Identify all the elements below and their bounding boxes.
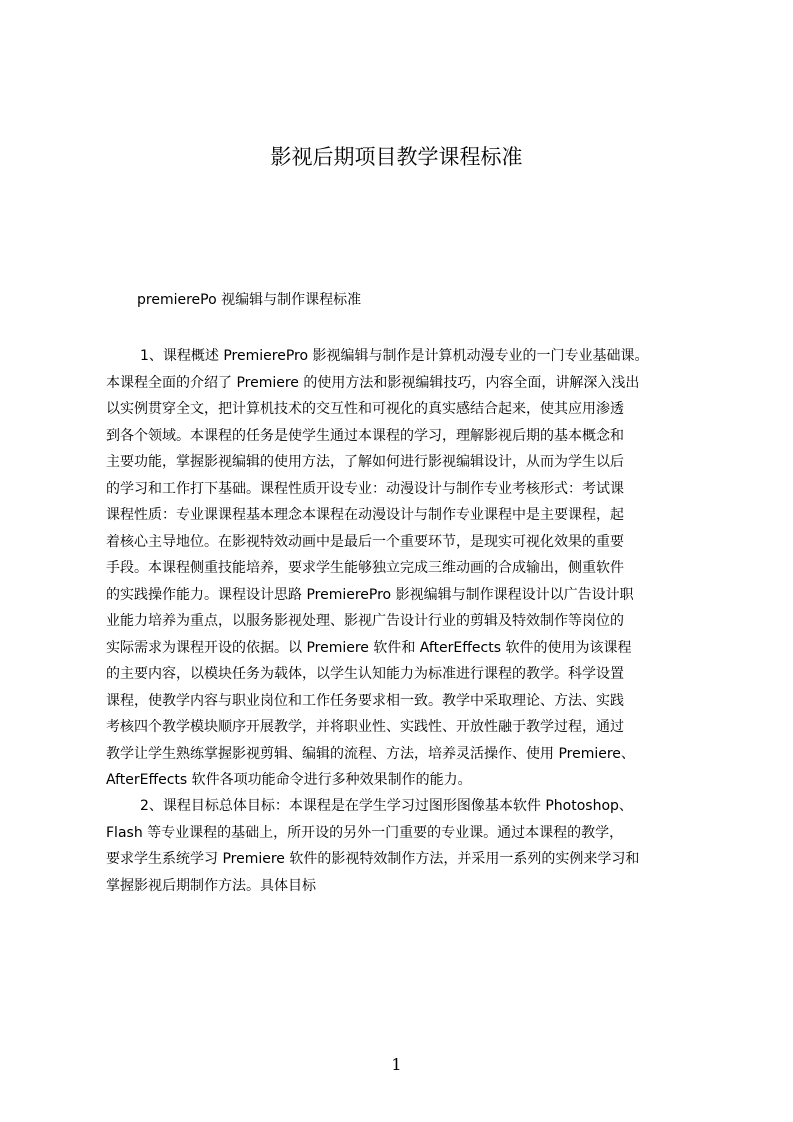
document-title: 影视后期项目教学课程标准 [270,145,523,169]
paragraph-line: 到各个领域。本课程的任务是使学生通过本课程的学习，理解影视后期的基本概念和 [106,427,624,444]
paragraph-line: 的主要内容，以模块任务为载体，以学生认知能力为标准进行课程的教学。科学设置 [106,666,624,682]
paragraph-line: 手段。本课程侧重技能培养，要求学生能够独立完成三维动画的合成输出，侧重软件 [106,560,624,576]
paragraph-line: 的学习和工作打下基础。课程性质开设专业：动漫设计与制作专业考核形式：考试课 [106,480,624,497]
page-number: 1 [391,1055,402,1074]
paragraph-line: 2、课程目标总体目标：本课程是在学生学习过图形图像基本软件 Photoshop、 [140,798,633,814]
paragraph-line: 主要功能，掌握影视编辑的使用方法，了解如何进行影视编辑设计，从而为学生以后 [106,454,624,470]
paragraph-line: Flash 等专业课程的基础上，所开设的另外一门重要的专业课。通过本课程的教学， [106,824,624,841]
paragraph-line: 的实践操作能力。课程设计思路 PremierePro 影视编辑与制作课程设计以广告设计职 [106,586,634,603]
paragraph-line: 课程，使教学内容与职业岗位和工作任务要求相一致。教学中采取理论、方法、实践 [106,692,624,709]
paragraph-line: AfterEffects 软件各项功能命令进行多种效果制作的能力。 [106,772,472,788]
paragraph-line: 掌握影视后期制作方法。具体目标 [106,877,316,894]
paragraph-line: 要求学生系统学习 Premiere 软件的影视特效制作方法，并采用一系列的实例来学习和 [106,851,640,867]
paragraph-line: 实际需求为课程开设的依据。以 Premiere 软件和 AfterEffects 软件的使用为该课程 [106,639,632,656]
paragraph-line: 以实例贯穿全文，把计算机技术的交互性和可视化的真实感结合起来，使其应用渗透 [106,401,624,417]
document-subtitle: premierePo 视编辑与制作课程标准 [137,292,362,308]
paragraph-line: 教学让学生熟练掌握影视剪辑、编辑的流程、方法，培养灵活操作、使用 Premiere、 [106,745,635,762]
paragraph-course-objectives [106,793,698,899]
paragraph-course-overview [106,343,698,794]
paragraph-line: 业能力培养为重点，以服务影视处理、影视广告设计行业的剪辑及特效制作等岗位的 [106,613,624,629]
paragraph-line: 本课程全面的介绍了 Premiere 的使用方法和影视编辑技巧，内容全面，讲解深入浅出 [106,374,640,391]
paragraph-line: 1、课程概述 PremierePro 影视编辑与制作是计算机动漫专业的一门专业基础课。 [140,348,649,364]
paragraph-line: 着核心主导地位。在影视特效动画中是最后一个重要环节，是现实可视化效果的重要 [106,533,624,550]
paragraph-line: 考核四个教学模块顺序开展教学，并将职业性、实践性、开放性融于教学过程，通过 [106,719,624,735]
paragraph-line: 课程性质：专业课课程基本理念本课程在动漫设计与制作专业课程中是主要课程，起 [106,507,624,523]
